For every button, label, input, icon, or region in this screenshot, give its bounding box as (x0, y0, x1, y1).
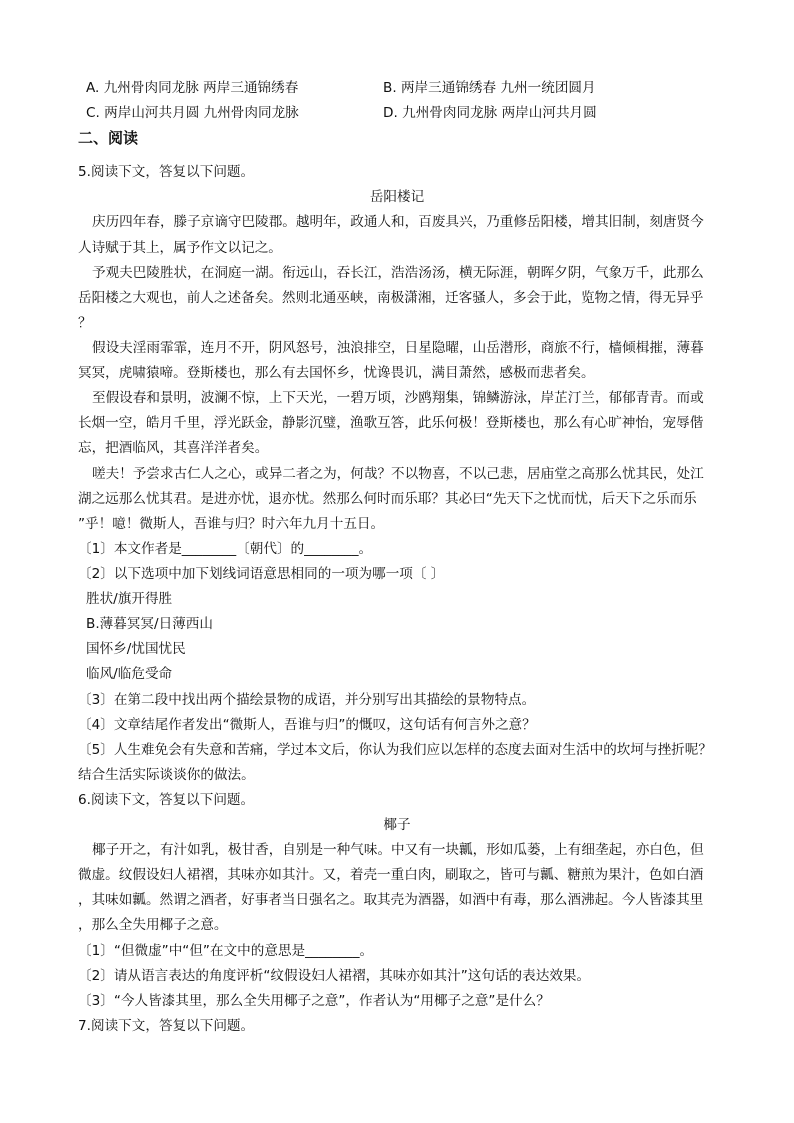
passage-line: 长烟一空，皓月千里，浮光跃金，静影沉璧，渔歌互答，此乐何极！登斯楼也，那么有心旷神怡，宠辱偕 (78, 415, 704, 431)
question-5-5: 〔5〕人生难免会有失意和苦痛，学过本文后，你认为我们应以怎样的态度去面对生活中的坎坷与挫折呢？ (78, 742, 712, 758)
passage-line: ？ (78, 315, 92, 331)
passage-line: 予观夫巴陵胜状，在洞庭一湖。衔远山，吞长江，浩浩汤汤，横无际涯，朝晖夕阴，气象万千，此那么 (92, 265, 704, 281)
question-7-intro: 7.阅读下文，答复以下问题。 (78, 1018, 255, 1034)
passage-line: 湖之远那么忧其君。是进亦忧，退亦忧。然那么何时而乐耶？其必曰“先天下之忧而忧，后天下之乐而乐 (78, 491, 697, 507)
question-5-intro: 5.阅读下文，答复以下问题。 (78, 164, 255, 180)
option-d: D. 九州骨肉同龙脉 两岸山河共月圆 (383, 105, 597, 121)
question-6-intro: 6.阅读下文，答复以下问题。 (78, 792, 255, 808)
question-6-2: 〔2〕请从语言表达的角度评析“纹假设妇人裙褶，其味亦如其汁”这句话的表达效果。 (78, 968, 591, 984)
question-6-3: 〔3〕“今人皆漆其里，那么全失用椰子之意”，作者认为“用椰子之意”是什么？ (78, 993, 550, 1009)
passage-line: 至假设春和景明，波澜不惊，上下天光，一碧万顷，沙鸥翔集，锦鳞游泳，岸芷汀兰，郁郁青青。而或 (92, 390, 704, 406)
passage-line: 庆历四年春，滕子京谪守巴陵郡。越明年，政通人和，百废具兴，乃重修岳阳楼，增其旧制，刻唐贤今 (92, 214, 704, 230)
passage-line: ，其味如瓤。然谓之酒者，好事者当日强名之。取其壳为酒器，如酒中有毒，那么酒沸起。今人皆漆其里 (78, 892, 704, 908)
passage-line: 嗟夫！予尝求古仁人之心，或异二者之为，何哉？不以物喜，不以己悲，居庙堂之高那么忧其民，处江 (92, 466, 704, 482)
question-5-3: 〔3〕在第二段中找出两个描绘景物的成语，并分别写出其描绘的景物特点。 (78, 692, 536, 708)
question-5-2: 〔2〕以下选项中加下划线词语意思相同的一项为哪一项〔 〕 (78, 566, 445, 582)
option-c: C. 两岸山河共月圆 九州骨肉同龙脉 (86, 105, 299, 121)
passage-line: 微虚。纹假设妇人裙褶，其味亦如其汁。又，着壳一重白肉，刷取之，皆可与瓤、糖煎为果汁，色如白酒 (78, 867, 704, 883)
choice-item: B.薄暮冥冥/日薄西山 (86, 616, 213, 632)
question-5-1: 〔1〕本文作者是________〔朝代〕的________。 (78, 541, 373, 557)
option-b: B. 两岸三通锦绣春 九州一统团圆月 (383, 80, 596, 96)
passage-line: 忘，把酒临风，其喜洋洋者矣。 (78, 440, 269, 456)
option-a: A. 九州骨肉同龙脉 两岸三通锦绣春 (86, 80, 299, 96)
choice-item: 胜状/旗开得胜 (86, 591, 173, 607)
passage-line: ”乎！噫！微斯人，吾谁与归？时六年九月十五日。 (78, 516, 385, 532)
passage-line: 假设夫淫雨霏霏，连月不开，阴风怒号，浊浪排空，日星隐曜，山岳潜形，商旅不行，樯倾楫摧，薄暮 (92, 340, 704, 356)
passage-title: 岳阳楼记 (369, 189, 425, 205)
passage-line: 人诗赋于其上，属予作文以记之。 (78, 240, 282, 256)
question-6-1: 〔1〕“但微虚”中“但”在文中的意思是________。 (78, 943, 374, 959)
passage-line: 冥冥，虎啸猿啼。登斯楼也，那么有去国怀乡，忧谗畏讥，满目萧然，感极而悲者矣。 (78, 365, 595, 381)
question-5-4: 〔4〕文章结尾作者发出“微斯人，吾谁与归”的慨叹，这句话有何言外之意？ (78, 717, 536, 733)
passage-title: 椰子 (383, 817, 411, 833)
passage-line: ，那么全失用椰子之意。 (78, 917, 228, 933)
choice-item: 国怀乡/忧国忧民 (86, 641, 186, 657)
passage-line: 椰子开之，有汁如乳，极甘香，自别是一种气味。中又有一块瓤，形如瓜蒌，上有细垄起，亦白色，但 (92, 842, 704, 858)
question-5-5-cont: 结合生活实际谈谈你的做法。 (78, 767, 255, 783)
passage-line: 岳阳楼之大观也，前人之述备矣。然则北通巫峡，南极潇湘，迁客骚人，多会于此，览物之情，得无异乎 (78, 290, 704, 306)
choice-item: 临风/临危受命 (86, 666, 173, 682)
section-heading: 二、阅读 (78, 129, 139, 147)
